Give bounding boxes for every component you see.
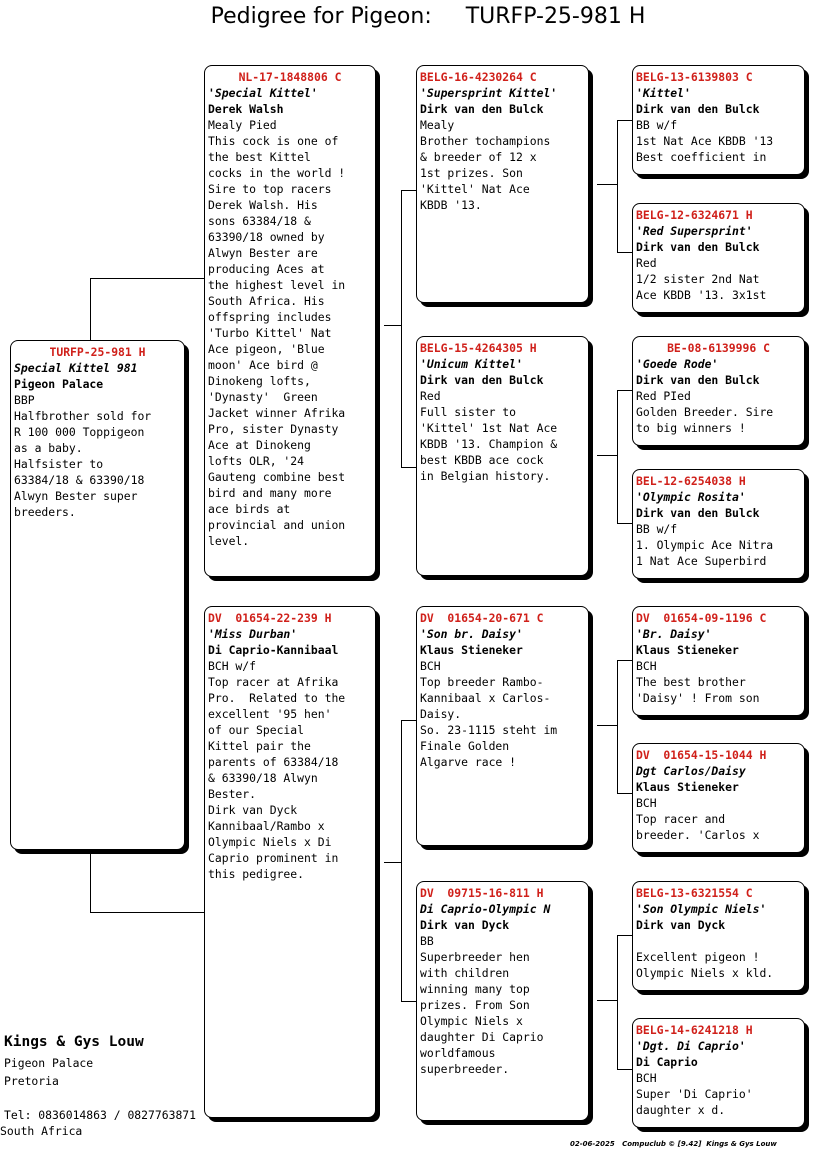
pigeon-name: 'Kittel'	[636, 86, 691, 100]
pigeon-color: BCH	[636, 796, 657, 810]
owner-name: Dirk van den Bulck	[636, 373, 760, 387]
title-ring: TURFP-25-981 H	[465, 4, 646, 29]
dam-dam-dam-card[interactable]	[632, 1018, 805, 1128]
pigeon-description: 1/2 sister 2nd Nat Ace KBDB '13. 3x1st	[636, 272, 767, 302]
ring-number: BE-08-6139996 C	[667, 341, 770, 355]
ring-number: BELG-13-6321554 C	[636, 886, 753, 900]
owner-name: Dirk van Dyck	[420, 918, 510, 932]
sire-card[interactable]	[204, 65, 376, 577]
pigeon-color: BCH	[636, 659, 657, 673]
pigeon-color: BB	[420, 934, 434, 948]
pigeon-name: 'Son Olympic Niels'	[636, 902, 767, 916]
pigeon-description: Top breeder Rambo- Kannibaal x Carlos- Daisy. So. 23-1115 steht im Finale Golden Algarve race !	[420, 675, 558, 769]
pigeon-description: 1st Nat Ace KBDB '13 Best coefficient in	[636, 134, 774, 164]
pigeon-color: Red PIed	[636, 389, 691, 403]
connector-line	[401, 720, 417, 721]
dam-sire-card[interactable]	[416, 606, 589, 846]
ring-number: DV 01654-22-239 H	[208, 611, 332, 625]
connector-line	[617, 1069, 633, 1070]
connector-line	[90, 278, 91, 340]
pigeon-color: BCH	[420, 659, 441, 673]
pigeon-name: 'Olympic Rosita'	[636, 490, 746, 504]
page-title	[0, 4, 816, 29]
breeder-country-block	[0, 1122, 82, 1140]
owner-name: Dirk van den Bulck	[420, 102, 544, 116]
owner-name: Dirk van den Bulck	[636, 102, 760, 116]
breeder-phone: Tel: 0836014863 / 0827763871	[4, 1108, 197, 1122]
pigeon-description: The best brother 'Daisy' ! From son	[636, 675, 760, 705]
owner-name: Dirk van den Bulck	[636, 240, 760, 254]
sire-dam-card[interactable]	[416, 336, 589, 576]
connector-line	[597, 1000, 617, 1001]
pigeon-description: Halfbrother sold for R 100 000 Toppigeon as a baby. Halfsister to 63384/18 & 63390/18 Alwyn Bester super breeders.	[14, 409, 152, 519]
connector-line	[90, 850, 91, 912]
dam-sire-dam-card[interactable]	[632, 743, 805, 853]
ring-number: BELG-16-4230264 C	[420, 70, 537, 84]
pigeon-description: Full sister to 'Kittel' 1st Nat Ace KBDB '13. Champion & best KBDB ace cock in Belgian history.	[420, 405, 558, 483]
pigeon-name: 'Dgt. Di Caprio'	[636, 1039, 746, 1053]
ring-number: BELG-14-6241218 H	[636, 1023, 753, 1037]
ring-number: DV 09715-16-811 H	[420, 886, 544, 900]
pigeon-description: This cock is one of the best Kittel cocks in the world ! Sire to top racers Derek Walsh. His sons 63384/18 & 63390/18 owned by Alwyn Bester are producing Aces at the highest level in South Africa. His offspring includes 'Turbo Kittel' Nat Ace pigeon, 'Blue moon' Ace bird @ Dinokeng lofts, 'Dynasty' Green Jacket winner Afrika Pro, sister Dynasty Ace at Dinokeng lofts OLR, '24 Gauteng combine best bird and many more ace birds at provincial and union level.	[208, 134, 346, 548]
pigeon-name: Dgt Carlos/Daisy	[636, 764, 746, 778]
pigeon-name: Di Caprio-Olympic N	[420, 902, 551, 916]
sire-sire-sire-card[interactable]	[632, 65, 805, 175]
connector-line	[617, 120, 633, 121]
dam-card[interactable]	[204, 606, 376, 1118]
pigeon-color: BBP	[14, 393, 35, 407]
connector-line	[401, 1001, 417, 1002]
dam-dam-sire-card[interactable]	[632, 881, 805, 991]
connector-line	[401, 190, 402, 468]
pigeon-description: Top racer and breeder. 'Carlos x	[636, 812, 760, 842]
pigeon-description: Golden Breeder. Sire to big winners !	[636, 405, 774, 435]
pigeon-name: 'Special Kittel'	[208, 86, 318, 100]
connector-line	[617, 935, 633, 936]
pigeon-color: BB w/f	[636, 118, 678, 132]
breeder-line2: Pretoria	[4, 1074, 59, 1088]
connector-line	[617, 390, 618, 524]
connector-line	[617, 523, 633, 524]
sire-dam-dam-card[interactable]	[632, 469, 805, 579]
connector-line	[401, 190, 417, 191]
pigeon-name: 'Goede Rode'	[636, 357, 719, 371]
ring-number: DV 01654-15-1044 H	[636, 748, 767, 762]
pigeon-description: Top racer at Afrika Pro. Related to the excellent '95 hen' of our Special Kittel pair the parents of 63384/18 & 63390/18 Alwyn Bester. Dirk van Dyck Kannibaal/Rambo x Olympic Niels x Di Caprio prominent in this pedigree.	[208, 675, 346, 881]
connector-line	[401, 467, 417, 468]
connector-line	[401, 720, 402, 1002]
connector-line	[384, 862, 401, 863]
dam-sire-sire-card[interactable]	[632, 606, 805, 716]
pigeon-color: BCH w/f	[208, 659, 257, 673]
ring-number: BEL-12-6254038 H	[636, 474, 746, 488]
pigeon-name: 'Supersprint Kittel'	[420, 86, 558, 100]
pigeon-color: Mealy Pied	[208, 118, 277, 132]
ring-number: DV 01654-09-1196 C	[636, 611, 767, 625]
pigeon-color: Red	[636, 256, 657, 270]
owner-name: Dirk van den Bulck	[636, 506, 760, 520]
pigeon-name: 'Miss Durban'	[208, 627, 298, 641]
subject-pigeon-card[interactable]	[10, 340, 185, 850]
connector-line	[90, 912, 204, 913]
pigeon-description: Super 'Di Caprio' daughter x d.	[636, 1087, 753, 1117]
owner-name: Pigeon Palace	[14, 377, 104, 391]
breeder-line1: Pigeon Palace	[4, 1056, 94, 1070]
connector-line	[617, 793, 633, 794]
pigeon-name: 'Br. Daisy'	[636, 627, 712, 641]
owner-name: Derek Walsh	[208, 102, 284, 116]
breeder-info	[4, 1034, 144, 1090]
pigeon-color: BB w/f	[636, 522, 678, 536]
ring-number: BELG-13-6139803 C	[636, 70, 753, 84]
pigeon-description: Brother tochampions & breeder of 12 x 1st prizes. Son 'Kittel' Nat Ace KBDB '13.	[420, 134, 551, 212]
pigeon-description: Superbreeder hen with children winning many top prizes. From Son Olympic Niels x daughter Di Caprio worldfamous superbreeder.	[420, 950, 544, 1076]
connector-line	[617, 390, 633, 391]
owner-name: Klaus Stieneker	[636, 643, 739, 657]
breeder-country: South Africa	[0, 1124, 83, 1138]
connector-line	[597, 725, 617, 726]
ring-number: NL-17-1848806 C	[238, 70, 342, 84]
sire-sire-dam-card[interactable]	[632, 203, 805, 313]
connector-line	[90, 278, 204, 279]
owner-name: Di Caprio	[636, 1055, 698, 1069]
pigeon-name: 'Red Supersprint'	[636, 224, 753, 238]
owner-name: Dirk van den Bulck	[420, 373, 544, 387]
owner-name: Di Caprio-Kannibaal	[208, 643, 339, 657]
pigeon-color: Red	[420, 389, 441, 403]
sire-dam-sire-card[interactable]	[632, 336, 805, 446]
footer-credit: 02-06-2025 Compuclub © [9.42] Kings & Gys Louw	[570, 1140, 777, 1148]
connector-line	[597, 184, 617, 185]
connector-line	[617, 660, 633, 661]
owner-name: Klaus Stieneker	[420, 643, 523, 657]
pigeon-color: Mealy	[420, 118, 455, 132]
connector-line	[617, 120, 618, 253]
pigeon-color	[636, 933, 801, 949]
dam-dam-card[interactable]	[416, 881, 589, 1121]
pigeon-color: BCH	[636, 1071, 657, 1085]
pigeon-name: 'Son br. Daisy'	[420, 627, 523, 641]
connector-line	[597, 455, 617, 456]
ring-number: BELG-15-4264305 H	[420, 341, 537, 355]
connector-line	[617, 252, 633, 253]
breeder-name: Kings & Gys Louw	[4, 1034, 144, 1050]
ring-number: DV 01654-20-671 C	[420, 611, 544, 625]
owner-name: Klaus Stieneker	[636, 780, 739, 794]
connector-line	[617, 935, 618, 1070]
pigeon-description: Excellent pigeon ! Olympic Niels x kld.	[636, 950, 774, 980]
connector-line	[384, 325, 401, 326]
connector-line	[617, 660, 618, 794]
sire-sire-card[interactable]	[416, 65, 589, 303]
ring-number: TURFP-25-981 H	[49, 345, 146, 359]
pigeon-description: 1. Olympic Ace Nitra 1 Nat Ace Superbird	[636, 538, 774, 568]
ring-number: BELG-12-6324671 H	[636, 208, 753, 222]
pigeon-name: Special Kittel 981	[14, 361, 138, 375]
title-label: Pedigree for Pigeon:	[210, 4, 432, 29]
pigeon-name: 'Unicum Kittel'	[420, 357, 523, 371]
owner-name: Dirk van Dyck	[636, 918, 726, 932]
